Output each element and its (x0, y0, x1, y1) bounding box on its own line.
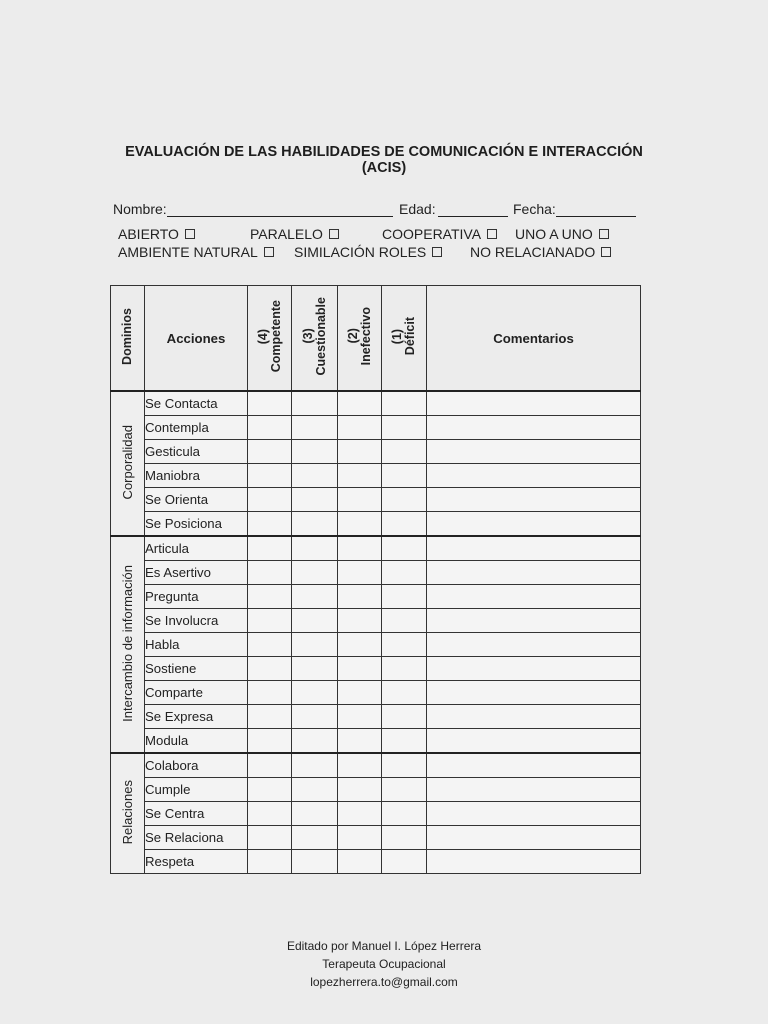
table-row (111, 633, 641, 657)
score-1-cell[interactable] (382, 585, 427, 609)
edad-field[interactable] (438, 216, 508, 217)
action-label: Se Relaciona (145, 826, 248, 850)
domain-label: Intercambio de información (120, 564, 135, 722)
score-4-cell[interactable] (248, 633, 292, 657)
fecha-field[interactable] (556, 216, 636, 217)
comment-cell[interactable] (427, 753, 641, 778)
comment-cell[interactable] (427, 440, 641, 464)
score-4-cell[interactable] (248, 536, 292, 561)
score-2-cell[interactable] (338, 778, 382, 802)
score-1-cell[interactable] (382, 850, 427, 874)
action-label: Habla (145, 633, 248, 657)
comment-cell[interactable] (427, 633, 641, 657)
comment-cell[interactable] (427, 561, 641, 585)
edad-label: Edad: (399, 201, 436, 217)
domain-label: Relaciones (120, 779, 135, 845)
action-label: Respeta (145, 850, 248, 874)
action-label: Se Involucra (145, 609, 248, 633)
option-uno-a-uno-label: UNO A UNO (515, 226, 593, 242)
score-1-cell[interactable] (382, 705, 427, 729)
score-3-cell[interactable] (292, 464, 338, 488)
domain-cell (111, 391, 145, 536)
score-1-cell[interactable] (382, 802, 427, 826)
action-label: Contempla (145, 416, 248, 440)
score-1-cell[interactable] (382, 391, 427, 416)
domain-label: Corporalidad (120, 424, 135, 500)
score-3-cell[interactable] (292, 778, 338, 802)
option-cooperativa[interactable] (382, 226, 497, 242)
score-2-cell[interactable] (338, 705, 382, 729)
score-4-cell[interactable] (248, 681, 292, 705)
table-row (111, 778, 641, 802)
table-row (111, 681, 641, 705)
table-row (111, 561, 641, 585)
option-paralelo-label: PARALELO (250, 226, 323, 242)
score-4-cell[interactable] (248, 657, 292, 681)
comment-cell[interactable] (427, 416, 641, 440)
score-2-cell[interactable] (338, 440, 382, 464)
action-label: Sostiene (145, 657, 248, 681)
table-row (111, 536, 641, 561)
comment-cell[interactable] (427, 512, 641, 537)
option-similacion-roles-label: SIMILACIÓN ROLES (294, 244, 427, 260)
table-row (111, 440, 641, 464)
fecha-label: Fecha: (513, 201, 556, 217)
table-row (111, 729, 641, 754)
action-label: Gesticula (145, 440, 248, 464)
score-1-cell[interactable] (382, 826, 427, 850)
action-label: Se Centra (145, 802, 248, 826)
action-label: Se Contacta (145, 391, 248, 416)
comment-cell[interactable] (427, 802, 641, 826)
checkbox-no-relacianado[interactable] (601, 247, 611, 257)
header-comentarios: Comentarios (427, 286, 641, 392)
score-2-cell[interactable] (338, 729, 382, 754)
header-cuestionable: (3) Cuestionable (292, 286, 338, 392)
score-3-cell[interactable] (292, 488, 338, 512)
score-3-cell[interactable] (292, 657, 338, 681)
comment-cell[interactable] (427, 657, 641, 681)
score-4-cell[interactable] (248, 561, 292, 585)
checkbox-cooperativa[interactable] (487, 229, 497, 239)
table-row (111, 488, 641, 512)
score-4-cell[interactable] (248, 440, 292, 464)
option-no-relacianado[interactable] (470, 244, 611, 260)
score-4-cell[interactable] (248, 609, 292, 633)
table-row (111, 609, 641, 633)
option-no-relacianado-label: NO RELACIANADO (470, 244, 596, 260)
table-row (111, 705, 641, 729)
domain-cell (111, 536, 145, 753)
score-3-cell[interactable] (292, 802, 338, 826)
action-label: Comparte (145, 681, 248, 705)
score-2-cell[interactable] (338, 464, 382, 488)
action-label: Modula (145, 729, 248, 754)
option-ambiente-natural[interactable] (118, 244, 274, 260)
score-2-cell[interactable] (338, 561, 382, 585)
table-row (111, 850, 641, 874)
score-4-cell[interactable] (248, 705, 292, 729)
score-4-cell[interactable] (248, 753, 292, 778)
checkbox-uno-a-uno[interactable] (599, 229, 609, 239)
action-label: Colabora (145, 753, 248, 778)
option-paralelo[interactable] (250, 226, 339, 242)
action-label: Es Asertivo (145, 561, 248, 585)
score-1-cell[interactable] (382, 609, 427, 633)
document-subtitle: (ACIS) (361, 160, 407, 176)
score-2-cell[interactable] (338, 512, 382, 537)
action-label: Se Posiciona (145, 512, 248, 537)
footer-email: lopezherrera.to@gmail.com (310, 975, 458, 989)
score-1-cell[interactable] (382, 512, 427, 537)
score-2-cell[interactable] (338, 416, 382, 440)
header-deficit: (1) Déficit (382, 286, 427, 392)
action-label: Maniobra (145, 464, 248, 488)
comment-cell[interactable] (427, 778, 641, 802)
score-1-cell[interactable] (382, 536, 427, 561)
option-cooperativa-label: COOPERATIVA (382, 226, 482, 242)
table-row (111, 512, 641, 537)
score-1-cell[interactable] (382, 633, 427, 657)
evaluation-body (111, 391, 641, 874)
score-4-cell[interactable] (248, 416, 292, 440)
option-abierto-label: ABIERTO (118, 226, 179, 242)
comment-cell[interactable] (427, 536, 641, 561)
checkbox-ambiente-natural[interactable] (264, 247, 274, 257)
score-3-cell[interactable] (292, 850, 338, 874)
score-4-cell[interactable] (248, 729, 292, 754)
comment-cell[interactable] (427, 681, 641, 705)
comment-cell[interactable] (427, 729, 641, 754)
option-uno-a-uno[interactable] (515, 226, 609, 242)
header-row (111, 286, 641, 392)
score-4-cell[interactable] (248, 391, 292, 416)
table-row (111, 464, 641, 488)
score-3-cell[interactable] (292, 633, 338, 657)
score-3-cell[interactable] (292, 609, 338, 633)
score-3-cell[interactable] (292, 512, 338, 537)
action-label: Articula (145, 536, 248, 561)
score-1-cell[interactable] (382, 416, 427, 440)
domain-cell (111, 753, 145, 874)
score-4-cell[interactable] (248, 778, 292, 802)
header-dominios: Dominios (111, 286, 145, 392)
score-4-cell[interactable] (248, 826, 292, 850)
score-2-cell[interactable] (338, 850, 382, 874)
score-3-cell[interactable] (292, 729, 338, 754)
action-label: Se Orienta (145, 488, 248, 512)
score-4-cell[interactable] (248, 802, 292, 826)
comment-cell[interactable] (427, 391, 641, 416)
score-3-cell[interactable] (292, 705, 338, 729)
score-4-cell[interactable] (248, 850, 292, 874)
score-2-cell[interactable] (338, 609, 382, 633)
score-3-cell[interactable] (292, 561, 338, 585)
table-row (111, 802, 641, 826)
comment-cell[interactable] (427, 705, 641, 729)
comment-cell[interactable] (427, 850, 641, 874)
score-2-cell[interactable] (338, 657, 382, 681)
score-4-cell[interactable] (248, 585, 292, 609)
score-1-cell[interactable] (382, 488, 427, 512)
score-2-cell[interactable] (338, 826, 382, 850)
score-1-cell[interactable] (382, 657, 427, 681)
score-2-cell[interactable] (338, 633, 382, 657)
score-3-cell[interactable] (292, 753, 338, 778)
score-2-cell[interactable] (338, 536, 382, 561)
document-title: EVALUACIÓN DE LAS HABILIDADES DE COMUNICACIÓN E INTERACCIÓN (125, 144, 643, 160)
comment-cell[interactable] (427, 464, 641, 488)
score-1-cell[interactable] (382, 729, 427, 754)
score-3-cell[interactable] (292, 391, 338, 416)
score-1-cell[interactable] (382, 561, 427, 585)
score-2-cell[interactable] (338, 488, 382, 512)
score-2-cell[interactable] (338, 585, 382, 609)
score-2-cell[interactable] (338, 753, 382, 778)
table-row (111, 585, 641, 609)
checkbox-paralelo[interactable] (329, 229, 339, 239)
score-3-cell[interactable] (292, 416, 338, 440)
checkbox-abierto[interactable] (185, 229, 195, 239)
score-3-cell[interactable] (292, 681, 338, 705)
score-1-cell[interactable] (382, 681, 427, 705)
score-3-cell[interactable] (292, 536, 338, 561)
table-row (111, 416, 641, 440)
score-3-cell[interactable] (292, 585, 338, 609)
nombre-field[interactable] (167, 216, 393, 217)
action-label: Cumple (145, 778, 248, 802)
header-competente: (4) Competente (248, 286, 292, 392)
comment-cell[interactable] (427, 609, 641, 633)
comment-cell[interactable] (427, 826, 641, 850)
evaluation-table (110, 285, 641, 874)
table-row (111, 826, 641, 850)
table-row (111, 753, 641, 778)
score-2-cell[interactable] (338, 391, 382, 416)
comment-cell[interactable] (427, 585, 641, 609)
score-1-cell[interactable] (382, 464, 427, 488)
header-inefectivo: (2) Inefectivo (338, 286, 382, 392)
score-4-cell[interactable] (248, 488, 292, 512)
score-2-cell[interactable] (338, 802, 382, 826)
option-similacion-roles[interactable] (294, 244, 442, 260)
score-3-cell[interactable] (292, 440, 338, 464)
footer-author: Editado por Manuel I. López Herrera (286, 939, 482, 953)
score-1-cell[interactable] (382, 440, 427, 464)
comment-cell[interactable] (427, 488, 641, 512)
table-row (111, 657, 641, 681)
score-1-cell[interactable] (382, 778, 427, 802)
header-acciones: Acciones (145, 286, 248, 392)
checkbox-similacion-roles[interactable] (432, 247, 442, 257)
option-ambiente-natural-label: AMBIENTE NATURAL (118, 244, 258, 260)
score-4-cell[interactable] (248, 512, 292, 537)
action-label: Se Expresa (145, 705, 248, 729)
action-label: Pregunta (145, 585, 248, 609)
score-1-cell[interactable] (382, 753, 427, 778)
score-3-cell[interactable] (292, 826, 338, 850)
score-2-cell[interactable] (338, 681, 382, 705)
option-abierto[interactable] (118, 226, 195, 242)
table-row (111, 391, 641, 416)
nombre-label: Nombre: (113, 201, 167, 217)
footer-role: Terapeuta Ocupacional (322, 957, 446, 971)
score-4-cell[interactable] (248, 464, 292, 488)
